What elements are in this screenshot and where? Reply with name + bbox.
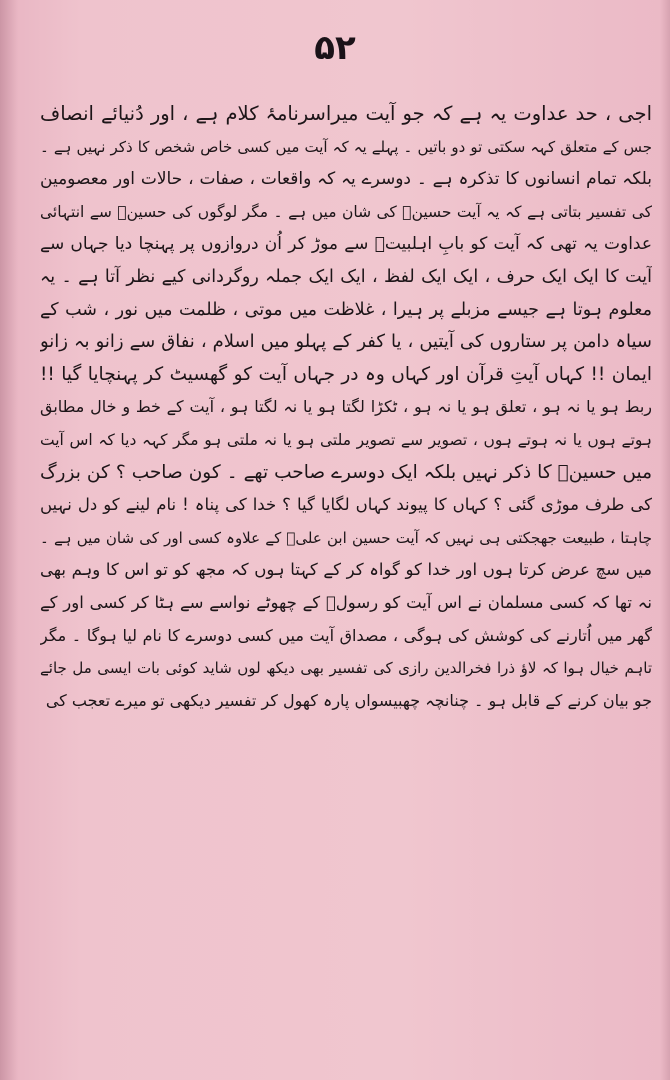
page-number: ۵۲ bbox=[314, 28, 356, 68]
text-line: اجی ، حد عداوت یہ ہے کہ جو آیت میراسرنامۂ کلام ہے ، اور دُنیائے انصاف bbox=[40, 102, 652, 125]
text-line: تاہم خیال ہوا کہ لاؤ ذرا فخرالدین رازی کی تفسیر بھی دیکھ لوں شاید کوئی بات ایسی مل جائے bbox=[40, 659, 652, 678]
body-text bbox=[40, 98, 652, 1070]
text-line: ایمان !! کہاں آیتِ قرآن اور کہاں وہ در جہاں آیت کو گھسیٹ کر پہنچایا گیا !! bbox=[40, 363, 652, 385]
page-edge-shadow bbox=[660, 0, 670, 1080]
text-line: بلکہ تمام انسانوں کا تذکرہ ہے ۔ دوسرے یہ کہ واقعات ، صفات ، حالات اور معصومین bbox=[40, 169, 652, 190]
text-line: ربط ہو یا نہ ہو ، تعلق ہو یا نہ ہو ، ٹکڑا لگتا ہو یا نہ لگتا ہو ، آیت کے خط و خال مطابق bbox=[40, 397, 652, 417]
text-line: معلوم ہوتا ہے جیسے مزبلے پر ہیرا ، غلاظت میں موتی ، ظلمت میں نور ، شب کے bbox=[40, 299, 652, 320]
text-line: نہ تھا کہ کسی مسلمان نے اس آیت کو رسولؐ کے چھوٹے نواسے سے ہٹا کر کسی اور کے bbox=[40, 592, 652, 612]
text-line: کی طرف موڑی گئی ؟ کہاں کا پیوند کہاں لگایا گیا ؟ خدا کی پناہ ! نام لینے کو دل نہیں bbox=[40, 495, 652, 515]
text-line: گھر میں اُتارنے کی کوشش کی ہوگی ، مصداق آیت میں کسی دوسرے کا نام لیا ہوگا ۔ مگر bbox=[40, 625, 652, 645]
text-line: میں حسینؑ کا ذکر نہیں بلکہ ایک دوسرے صاحب تھے ۔ کون صاحب ؟ کن بزرگ bbox=[40, 461, 652, 483]
text-line: جو بیان کرنے کے قابل ہو ۔ چنانچہ چھبیسواں پارہ کھول کر تفسیر دیکھی تو میرے تعجب کی bbox=[45, 690, 652, 710]
binding-shadow bbox=[0, 0, 18, 1080]
text-line: جس کے متعلق کہہ سکتی تو دو باتیں ۔ پہلے یہ کہ آیت میں کسی خاص شخص کا ذکر نہیں ہے ۔ bbox=[40, 137, 652, 156]
text-line: سیاہ دامن پر ستاروں کی آیتیں ، یا کفر کے پہلو میں اسلام ، نفاق سے زانو بہ زانو bbox=[40, 331, 652, 353]
text-line: میں سچ عرض کرتا ہوں اور خدا کو گواہ کر کے کہتا ہوں کہ مجھ کو تو اس کا وہم بھی bbox=[40, 560, 652, 580]
text-line: چاہتا ، طبیعت جھجکتی ہی نہیں کہ آیت حسین ابن علیؑ کے علاوہ کسی اور کی شان میں ہے ۔ bbox=[40, 528, 652, 547]
text-line: عداوت یہ تھی کہ آیت کو بابِ اہلبیتؑ سے موڑ کر اُن دروازوں پر پہنچا دیا جہاں سے bbox=[40, 234, 652, 255]
text-line: ہوتے ہوں یا نہ ہوتے ہوں ، تصویر سے تصویر ملتی ہو یا نہ ملتی ہو مگر کہہ دیا کہ اس آیت bbox=[40, 430, 652, 449]
text-line: آیت کا ایک ایک حرف ، ایک ایک لفظ ، ایک ایک جملہ روگردانی کیے نظر آتا ہے ۔ یہ bbox=[40, 266, 652, 287]
text-line: کی تفسیر بتاتی ہے کہ یہ آیت حسینؑ کی شان میں ہے ۔ مگر لوگوں کی حسینؑ سے انتہائی bbox=[40, 202, 652, 221]
